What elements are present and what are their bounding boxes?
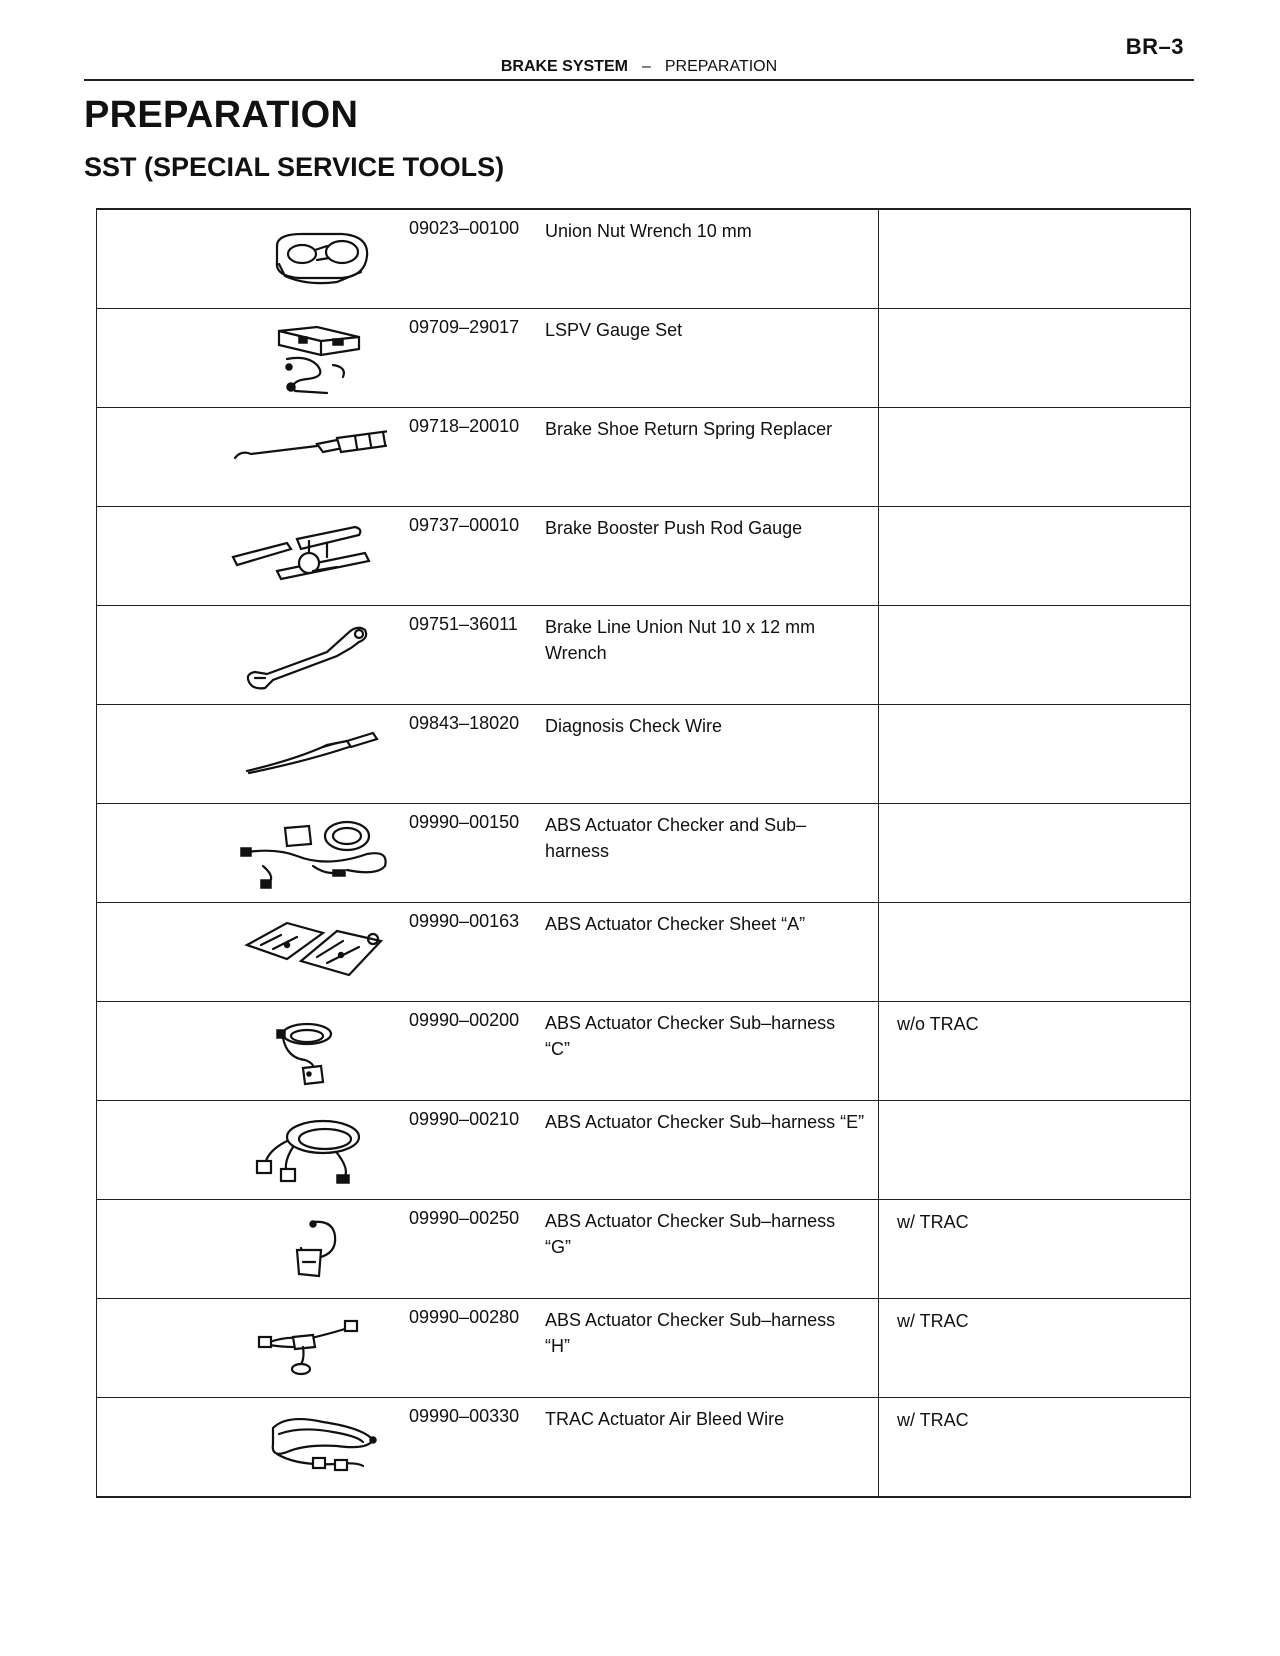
table-row — [97, 309, 1191, 408]
tool-cell — [97, 1002, 879, 1101]
tool-cell — [97, 903, 879, 1002]
tool-cell — [97, 209, 879, 309]
header-separator: – — [641, 58, 651, 75]
part-number: 09843–18020 — [409, 713, 520, 733]
tool-name: ABS Actuator Checker Sheet “A” — [545, 914, 806, 934]
remark-cell — [879, 705, 1191, 804]
part-number: 09990–00200 — [409, 1010, 520, 1030]
air-bleed-wire-icon — [137, 1404, 387, 1490]
tool-name: ABS Actuator Checker and Sub–harness — [545, 815, 807, 861]
union-nut-wrench-icon — [137, 216, 387, 302]
part-number: 09709–29017 — [409, 317, 520, 337]
remark — [879, 903, 1190, 915]
part-number: 09990–00210 — [409, 1109, 520, 1129]
tool-cell — [97, 1398, 879, 1498]
page-number: BR–3 — [1125, 34, 1184, 59]
table-row — [97, 705, 1191, 804]
part-number: 09990–00280 — [409, 1307, 520, 1327]
remark-cell — [879, 1101, 1191, 1200]
remark — [879, 1101, 1190, 1113]
remark-cell — [879, 1200, 1191, 1299]
sub-harness-h-icon — [137, 1305, 387, 1391]
tool-cell — [97, 1299, 879, 1398]
spring-replacer-icon — [137, 414, 387, 500]
remark — [879, 705, 1190, 717]
tool-cell — [97, 1200, 879, 1299]
table-row — [97, 1200, 1191, 1299]
tool-name: Diagnosis Check Wire — [545, 716, 723, 736]
tool-name: TRAC Actuator Air Bleed Wire — [545, 1409, 785, 1429]
tool-name: Brake Shoe Return Spring Replacer — [545, 419, 833, 439]
tool-cell — [97, 507, 879, 606]
tool-cell — [97, 1101, 879, 1200]
part-number: 09990–00250 — [409, 1208, 520, 1228]
remark: w/ TRAC — [897, 1212, 969, 1232]
tool-name: LSPV Gauge Set — [545, 320, 683, 340]
tool-name: ABS Actuator Checker Sub–harness “H” — [545, 1310, 836, 1356]
part-number: 09737–00010 — [409, 515, 520, 535]
table-row — [97, 1002, 1191, 1101]
table-row — [97, 804, 1191, 903]
part-number: 09990–00163 — [409, 911, 520, 931]
header-subsection: PREPARATION — [664, 58, 778, 75]
remark — [879, 606, 1190, 618]
remark-cell — [879, 507, 1191, 606]
part-number: 09023–00100 — [409, 218, 520, 238]
tool-cell — [97, 804, 879, 903]
tool-name: ABS Actuator Checker Sub–harness “G” — [545, 1211, 836, 1257]
remark-cell — [879, 1398, 1191, 1498]
table-row — [97, 903, 1191, 1002]
tool-cell — [97, 408, 879, 507]
table-row — [97, 507, 1191, 606]
remark — [879, 210, 1190, 222]
tool-name: Brake Line Union Nut 10 x 12 mm Wrench — [545, 617, 816, 663]
header-rule — [84, 79, 1194, 81]
tool-name: ABS Actuator Checker Sub–harness “C” — [545, 1013, 836, 1059]
sst-table — [96, 208, 1191, 1498]
table-row — [97, 408, 1191, 507]
actuator-checker-icon — [137, 810, 387, 896]
section-subtitle: SST (SPECIAL SERVICE TOOLS) — [84, 152, 505, 182]
remark: w/ TRAC — [897, 1410, 969, 1430]
remark — [879, 408, 1190, 420]
tool-name: Union Nut Wrench 10 mm — [545, 221, 752, 241]
checker-sheet-icon — [137, 909, 387, 995]
push-rod-gauge-icon — [137, 513, 387, 599]
table-row — [97, 1398, 1191, 1498]
sub-harness-g-icon — [137, 1206, 387, 1292]
table-row — [97, 209, 1191, 309]
remark-cell — [879, 209, 1191, 309]
remark-cell — [879, 1299, 1191, 1398]
running-header — [84, 58, 1194, 76]
header-section: BRAKE SYSTEM — [500, 58, 628, 75]
remark: w/ TRAC — [897, 1311, 969, 1331]
table-row — [97, 1299, 1191, 1398]
remark — [879, 507, 1190, 519]
remark-cell — [879, 408, 1191, 507]
tool-name: Brake Booster Push Rod Gauge — [545, 518, 803, 538]
tool-cell — [97, 309, 879, 408]
check-wire-icon — [137, 711, 387, 797]
remark: w/o TRAC — [897, 1014, 979, 1034]
part-number: 09990–00330 — [409, 1406, 520, 1426]
tool-cell — [97, 606, 879, 705]
remark-cell — [879, 804, 1191, 903]
part-number: 09751–36011 — [409, 614, 518, 634]
table-row — [97, 1101, 1191, 1200]
gauge-set-icon — [137, 315, 387, 401]
tool-cell — [97, 705, 879, 804]
remark-cell — [879, 1002, 1191, 1101]
remark-cell — [879, 606, 1191, 705]
remark — [879, 309, 1190, 321]
remark-cell — [879, 903, 1191, 1002]
tool-name: ABS Actuator Checker Sub–harness “E” — [545, 1112, 865, 1132]
part-number: 09990–00150 — [409, 812, 520, 832]
sub-harness-e-icon — [137, 1107, 387, 1193]
part-number: 09718–20010 — [409, 416, 520, 436]
table-row — [97, 606, 1191, 705]
remark-cell — [879, 309, 1191, 408]
page-title: PREPARATION — [84, 94, 359, 136]
offset-wrench-icon — [137, 612, 387, 698]
sub-harness-c-icon — [137, 1008, 387, 1094]
remark — [879, 804, 1190, 816]
